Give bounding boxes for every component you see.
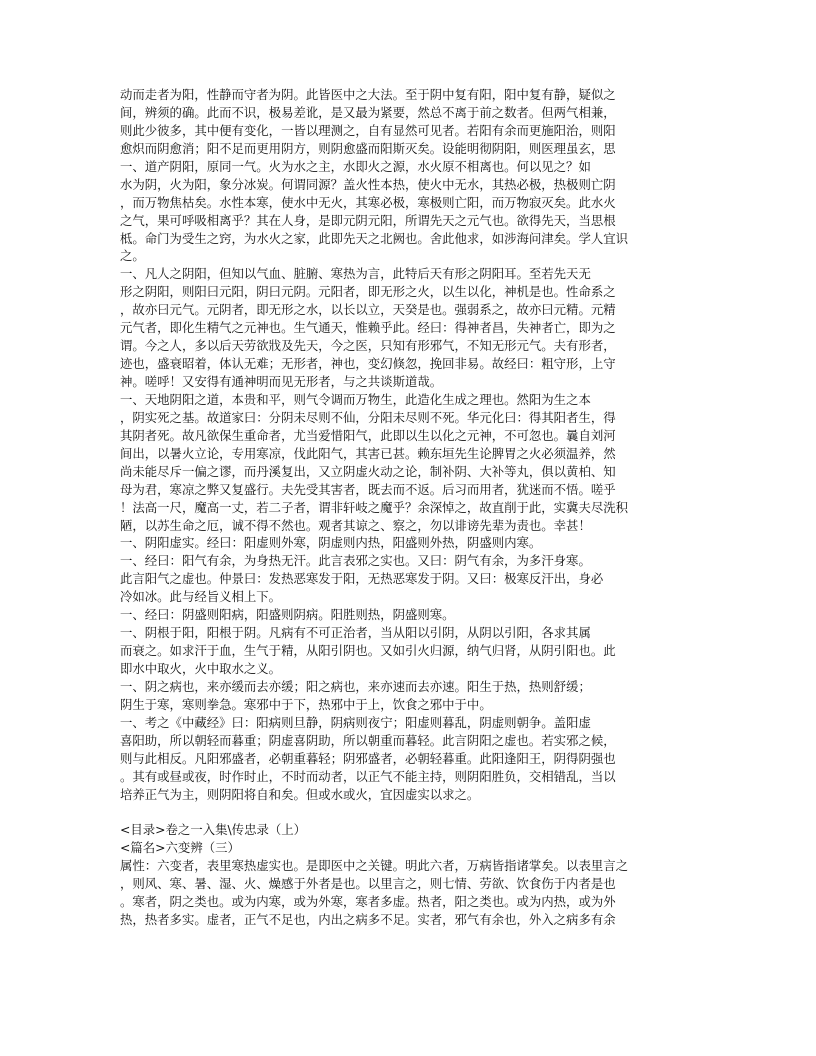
text-line: 一、天地阴阳之道，本贵和平，则气令调而万物生，此造化生成之理也。然阳为生之本 [120, 391, 591, 407]
text-line: 元气者，即化生精气之元神也。生气通天，惟赖乎此。经曰：得神者昌，失神者亡，即为之 [120, 320, 616, 336]
text-line: 柢。命门为受生之窍，为水火之家，此即先天之北阙也。舍此他求，如涉海问津矣。学人宜识 [120, 230, 629, 246]
text-line: 谓。今之人，多以后天劳欲戕及先天，今之医，只知有形邪气，不知无形元气。夫有形者， [120, 338, 616, 354]
text-line: 水为阴，火为阳，象分冰炭。何谓同源？盖火性本热，使火中无水，其热必极，热极则亡阴 [120, 176, 616, 192]
text-line: 愈炽而阴愈消；阳不足而更用阴方，则阴愈盛而阳斯灭矣。设能明彻阴阳，则医理虽玄，思 [120, 140, 616, 156]
paragraph-spacer [120, 804, 698, 822]
text-block-main [120, 86, 698, 804]
text-line: 一、阴根于阳，阳根于阴。凡病有不可正治者，当从阳以引阴，从阴以引阳，各求其属 [120, 625, 591, 641]
text-line: ，阴实死之基。故道家曰：分阴未尽则不仙，分阳未尽则不死。华元化曰：得其阳者生，得 [120, 409, 616, 425]
text-line: 则与此相反。凡阳邪盛者，必朝重暮轻；阴邪盛者，必朝轻暮重。此阳逢阳王，阴得阴强也 [120, 750, 616, 766]
text-line: 一、凡人之阴阳，但知以气血、脏腑、寒热为言，此特后天有形之阴阳耳。至若先天无 [120, 266, 591, 282]
text-line: 一、经曰：阴盛则阳病，阳盛则阴病。阳胜则热，阴盛则寒。 [120, 607, 455, 623]
text-line: <篇名>六变辨（三） [120, 840, 240, 856]
text-line: 母为君，寒凉之弊又复盛行。夫先受其害者，既去而不返。后习而用者，犹迷而不悟。嗟乎 [120, 481, 616, 497]
text-line: 动而走者为阳，性静而守者为阴。此皆医中之大法。至于阴中复有阳，阳中复有静，疑似之 [120, 87, 616, 102]
text-line: 一、考之《中藏经》曰：阳病则旦静，阴病则夜宁；阳虚则暮乱，阴虚则朝争。盖阳虚 [120, 714, 591, 730]
text-line: 一、阴之病也，来亦缓而去亦缓；阳之病也，来亦速而去亦速。阳生于热，热则舒缓； [120, 678, 591, 694]
text-line: 形之阴阳，则阳曰元阳，阴曰元阴。元阳者，即无形之火，以生以化，神机是也。性命系之 [120, 284, 616, 300]
text-line: 尚未能尽斥一偏之谬，而丹溪复出，又立阴虚火动之论，制补阴、大补等丸，俱以黄柏、知 [120, 463, 616, 479]
text-line: 一、经曰：阳气有余，为身热无汗。此言表邪之实也。又曰：阴气有余，为多汗身寒。 [120, 553, 591, 569]
text-line: <目录>卷之一入集\传忠录（上） [120, 822, 307, 838]
text-line: 属性：六变者，表里寒热虚实也。是即医中之关键。明此六者，万病皆指诸掌矣。以表里言之 [120, 858, 629, 874]
text-line: 间出，以暑火立论，专用寒凉，伐此阳气，其害已甚。赖东垣先生论脾胃之火必须温养，然 [120, 445, 616, 461]
text-line: ！法高一尺，魔高一丈，若二子者，谓非轩岐之魔乎？余深悼之，故直削于此，实冀夫尽洗积 [120, 499, 629, 515]
text-line: 此言阳气之虚也。仲景曰：发热恶寒发于阳，无热恶寒发于阴。又曰：极寒反汗出，身必 [120, 571, 604, 587]
text-line: 即水中取火，火中取水之义。 [120, 661, 282, 676]
text-line: 间，辨须的确。此而不识，极易差讹，是又最为紧要，然总不离于前之数者。但两气相兼， [120, 104, 616, 120]
text-line: ，则风、寒、暑、湿、火、燥感于外者是也。以里言之，则七情、劳欲、饮食伤于内者是也 [120, 876, 616, 892]
text-line: 。其有或昼或夜，时作时止，不时而动者，以正气不能主持，则阴阳胜负，交相错乱，当以 [120, 768, 616, 784]
text-line: 则此少彼多，其中便有变化，一皆以理测之，自有显然可见者。若阳有余而更施阳治，则阳 [120, 122, 616, 138]
text-line: 神。嗟呼！又安得有通神明而见无形者，与之共谈斯道哉。 [120, 374, 443, 389]
text-line: ，故亦曰元气。元阴者，即无形之水，以长以立，天癸是也。强弱系之，故亦曰元精。元精 [120, 302, 616, 318]
text-line: 一、道产阴阳，原同一气。火为水之主，水即火之源，水火原不相离也。何以见之？如 [120, 158, 591, 174]
text-line: ，而万物焦枯矣。水性本寒，使水中无火，其寒必极，寒极则亡阳，而万物寂灭矣。此水火 [120, 194, 616, 210]
text-line: 其阴者死。故凡欲保生重命者，尤当爱惜阳气，此即以生以化之元神，不可忽也。曩自刘河 [120, 427, 616, 443]
text-line: 热，热者多实。虚者，正气不足也，内出之病多不足。实者，邪气有余也，外入之病多有余 [120, 912, 616, 928]
text-line: 一、阴阳虚实。经曰：阳虚则外寒，阴虚则内热，阳盛则外热，阴盛则内寒。 [120, 535, 542, 551]
text-line: 之。 [120, 248, 145, 264]
text-line: 而衰之。如求汗于血，生气于精，从阳引阴也。又如引火归源，纳气归肾，从阴引阳也。此 [120, 643, 616, 659]
text-line: 培养正气为主，则阴阳将自和矣。但或水或火，宜因虚实以求之。 [120, 786, 480, 802]
text-line: 喜阳助，所以朝轻而暮重；阴虚喜阴助，所以朝重而暮轻。此言阴阳之虚也。若实邪之候， [120, 732, 616, 748]
document-page [120, 86, 698, 929]
text-block-section [120, 821, 698, 929]
text-line: 陋，以苏生命之厄，诚不得不然也。观者其谅之、察之，勿以诽谤先辈为责也。幸甚！ [120, 517, 591, 533]
text-line: 之气，果可呼吸相离乎？其在人身，是即元阴元阳，所谓先天之元气也。欲得先天，当思根 [120, 212, 616, 228]
text-line: 冷如冰。此与经旨义相上下。 [120, 589, 282, 605]
text-line: 迹也，盛衰昭着，体认无难；无形者，神也，变幻倏忽，挽回非易。故经曰：粗守形，上守 [120, 356, 616, 372]
text-line: 。寒者，阴之类也。或为内寒，或为外寒，寒者多虚。热者，阳之类也。或为内热，或为外 [120, 894, 616, 910]
text-line: 阴生于寒，寒则拳急。寒邪中于下，热邪中于上，饮食之邪中于中。 [120, 696, 492, 712]
